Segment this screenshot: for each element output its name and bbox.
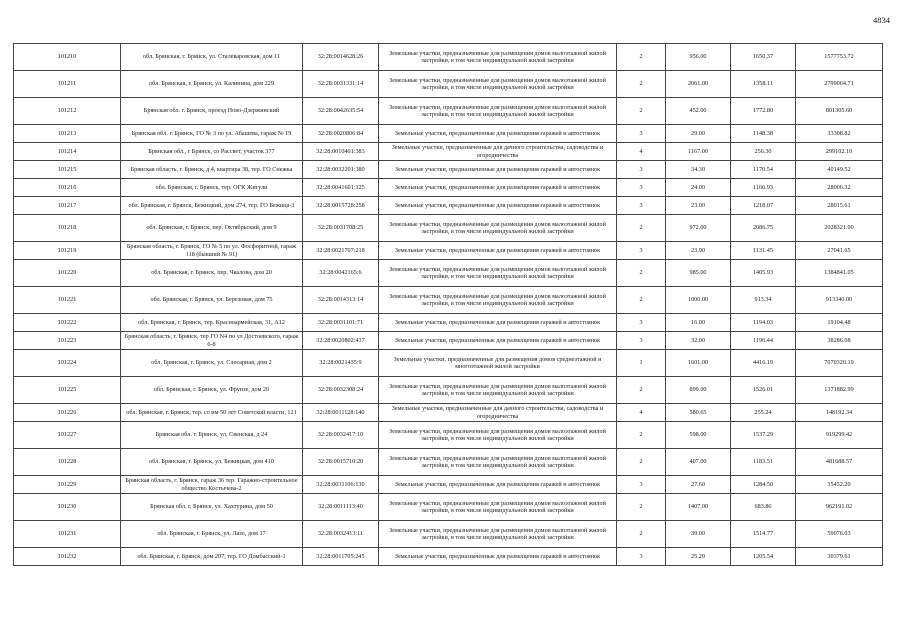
land-use-cell: Земельные участки, предназначенные для дачного строительства, садоводства и огородничества (379, 143, 617, 161)
address-cell: обл. Брянская, г. Брянск, ул. Бежицкая, дом 410 (121, 449, 303, 476)
parcel-id-cell: 101223 (14, 332, 121, 350)
parcel-id-cell: 101221 (14, 287, 121, 314)
table-row (14, 125, 883, 143)
cadastral-number-cell: 32:28:0021435:9 (303, 350, 379, 377)
land-use-cell: Земельные участки, предназначенные для размещения домов малоэтажной жилой застройки, в том числе индивидуальной жилой застройки (379, 71, 617, 98)
parcel-id-cell: 101225 (14, 377, 121, 404)
registry-body (14, 44, 883, 566)
cadastral-number-cell: 32:28:0020806:84 (303, 125, 379, 143)
land-use-cell: Земельные участки, предназначенные для размещения гаражей и автостоянок (379, 161, 617, 179)
cadastral-value-cell: 28006.32 (796, 179, 883, 197)
cadastral-value-cell: 38286.08 (796, 332, 883, 350)
price-per-m2-cell: 1284.50 (731, 476, 796, 494)
price-per-m2-cell: 1218.07 (731, 197, 796, 215)
table-row (14, 161, 883, 179)
cadastral-number-cell: 32:28:0032308:24 (303, 377, 379, 404)
parcel-id-cell: 101211 (14, 71, 121, 98)
table-row (14, 98, 883, 125)
land-use-cell: Земельные участки, предназначенные для размещения домов малоэтажной жилой застройки, в том числе индивидуальной жилой застройки (379, 521, 617, 548)
table-row (14, 350, 883, 377)
area-cell: 580.65 (666, 404, 731, 422)
address-cell: обл. Брянская, г. Брянск, пер. Чкалова, дом 20 (121, 260, 303, 287)
group-code-cell: 4 (617, 143, 666, 161)
area-cell: 34.30 (666, 161, 731, 179)
cadastral-value-cell: 1384841.05 (796, 260, 883, 287)
cadastral-value-cell: 962191.02 (796, 494, 883, 521)
parcel-id-cell: 101213 (14, 125, 121, 143)
cadastral-value-cell: 19104.48 (796, 314, 883, 332)
address-cell: обл. Брянская, г. Брянск, ул. Фрунзе, дом 20 (121, 377, 303, 404)
cadastral-number-cell: 32:28:0021707:218 (303, 242, 379, 260)
table-row (14, 314, 883, 332)
price-per-m2-cell: 1131.45 (731, 242, 796, 260)
land-use-cell: Земельные участки, предназначенные для размещения домов малоэтажной жилой застройки, в том числе индивидуальной жилой застройки (379, 449, 617, 476)
table-row (14, 476, 883, 494)
price-per-m2-cell: 1148.38 (731, 125, 796, 143)
group-code-cell: 3 (617, 197, 666, 215)
address-cell: обл. Брянская, г. Брянск, ул. Сталеваровская, дом 11 (121, 44, 303, 71)
group-code-cell: 2 (617, 521, 666, 548)
land-use-cell: Земельные участки, предназначенные для размещения гаражей и автостоянок (379, 179, 617, 197)
group-code-cell: 2 (617, 71, 666, 98)
group-code-cell: 4 (617, 404, 666, 422)
price-per-m2-cell: 1650.37 (731, 44, 796, 71)
cadastral-value-cell: 919299.42 (796, 422, 883, 449)
cadastral-number-cell: 32:28:0015728:258 (303, 197, 379, 215)
group-code-cell: 3 (617, 332, 666, 350)
parcel-id-cell: 101217 (14, 197, 121, 215)
area-cell: 972.00 (666, 215, 731, 242)
price-per-m2-cell: 1166.93 (731, 179, 796, 197)
cadastral-number-cell: 32:28:0041601:125 (303, 179, 379, 197)
land-use-cell: Земельные участки, предназначенные для размещения домов малоэтажной жилой застройки, в том числе индивидуальной жилой застройки (379, 287, 617, 314)
address-cell: обл. Брянская, г. Брянск, тер. Красноармейская, 31, А12 (121, 314, 303, 332)
address-cell: Брянская область, г. Брянск, гараж 36 тер. Гаражно-строительное общество Костычева-2 (121, 476, 303, 494)
table-row (14, 197, 883, 215)
cadastral-number-cell: 32:28:0015710:20 (303, 449, 379, 476)
area-cell: 407.00 (666, 449, 731, 476)
cadastral-value-cell: 30379.61 (796, 548, 883, 566)
address-cell: Брянская обл. г. Брянск, проезд Ново-Дзержинский (121, 98, 303, 125)
price-per-m2-cell: 1205.54 (731, 548, 796, 566)
table-row (14, 404, 883, 422)
cadastral-value-cell: 7070320.19 (796, 350, 883, 377)
cadastral-number-cell: 32:28:0031101:71 (303, 314, 379, 332)
price-per-m2-cell: 256.30 (731, 143, 796, 161)
area-cell: 2061.00 (666, 71, 731, 98)
cadastral-value-cell: 59076.03 (796, 521, 883, 548)
area-cell: 16.00 (666, 314, 731, 332)
address-cell: Брянская обл. г. Брянск, ул. Хахтурина, дом 50 (121, 494, 303, 521)
cadastral-number-cell: 32:28:0010401:383 (303, 143, 379, 161)
parcel-id-cell: 101226 (14, 404, 121, 422)
cadastral-value-cell: 913340.00 (796, 287, 883, 314)
address-cell: Брянская область, г. Брянск, д 4, квартира 38, тер. ГО Снежка (121, 161, 303, 179)
area-cell: 956.00 (666, 44, 731, 71)
parcel-id-cell: 101222 (14, 314, 121, 332)
table-row (14, 332, 883, 350)
price-per-m2-cell: 1183.51 (731, 449, 796, 476)
table-row (14, 521, 883, 548)
land-use-cell: Земельные участки, предназначенные для размещения домов малоэтажной жилой застройки, в том числе индивидуальной жилой застройки (379, 494, 617, 521)
parcel-id-cell: 101230 (14, 494, 121, 521)
group-code-cell: 2 (617, 215, 666, 242)
land-use-cell: Земельные участки, предназначенные для размещения домов среднеэтажной и многоэтажной жилой застройки (379, 350, 617, 377)
area-cell: 1167.00 (666, 143, 731, 161)
table-row (14, 71, 883, 98)
table-row (14, 494, 883, 521)
area-cell: 24.00 (666, 179, 731, 197)
table-row (14, 242, 883, 260)
group-code-cell: 2 (617, 494, 666, 521)
parcel-id-cell: 101219 (14, 242, 121, 260)
parcel-id-cell: 101229 (14, 476, 121, 494)
parcel-id-cell: 101228 (14, 449, 121, 476)
area-cell: 29.00 (666, 125, 731, 143)
price-per-m2-cell: 683.86 (731, 494, 796, 521)
cadastral-value-cell: 1371882.99 (796, 377, 883, 404)
price-per-m2-cell: 913.34 (731, 287, 796, 314)
cadastral-number-cell: 32:28:0031331:14 (303, 71, 379, 98)
land-use-cell: Земельные участки, предназначенные для размещения гаражей и автостоянок (379, 332, 617, 350)
price-per-m2-cell: 1196.44 (731, 332, 796, 350)
cadastral-value-cell: 1577753.72 (796, 44, 883, 71)
land-use-cell: Земельные участки, предназначенные для размещения домов малоэтажной жилой застройки, в том числе индивидуальной жилой застройки (379, 44, 617, 71)
land-use-cell: Земельные участки, предназначенные для размещения домов малоэтажной жилой застройки, в том числе индивидуальной жилой застройки (379, 377, 617, 404)
group-code-cell: 2 (617, 377, 666, 404)
cadastral-number-cell: 32:28:0032417:10 (303, 422, 379, 449)
address-cell: обл. Брянская, г. Брянск, ул. Слесарная, дом 2 (121, 350, 303, 377)
address-cell: обл. Брянская, г. Брянск, тер. ОГК Жигули (121, 179, 303, 197)
parcel-id-cell: 101232 (14, 548, 121, 566)
area-cell: 985.00 (666, 260, 731, 287)
cadastral-value-cell: 299102.10 (796, 143, 883, 161)
cadastral-number-cell: 32:28:0011128:140 (303, 404, 379, 422)
price-per-m2-cell: 1170.54 (731, 161, 796, 179)
cadastral-number-cell: 32:28:0011113:40 (303, 494, 379, 521)
area-cell: 23.00 (666, 197, 731, 215)
table-row (14, 287, 883, 314)
price-per-m2-cell: 4416.19 (731, 350, 796, 377)
address-cell: обл. Брянская, г. Брянск, пер. Октябрьский, дом 9 (121, 215, 303, 242)
price-per-m2-cell: 1537.29 (731, 422, 796, 449)
page-number: 4834 (873, 15, 890, 25)
area-cell: 598.00 (666, 422, 731, 449)
address-cell: обл. Брянская, г. Брянск, ул. Калинина, дом 229 (121, 71, 303, 98)
land-use-cell: Земельные участки, предназначенные для размещения домов малоэтажной жилой застройки, в том числе индивидуальной жилой застройки (379, 98, 617, 125)
area-cell: 39.00 (666, 521, 731, 548)
area-cell: 25.20 (666, 548, 731, 566)
land-use-cell: Земельные участки, предназначенные для размещения гаражей и автостоянок (379, 476, 617, 494)
land-registry-table (13, 43, 883, 566)
cadastral-value-cell: 2799064.71 (796, 71, 883, 98)
table-row (14, 260, 883, 287)
price-per-m2-cell: 1405.93 (731, 260, 796, 287)
cadastral-value-cell: 33308.82 (796, 125, 883, 143)
table-row (14, 44, 883, 71)
address-cell: Брянская обл. г. Брянск, ГО № 3 по ул. Абашева, гараж № 19 (121, 125, 303, 143)
price-per-m2-cell: 1194.03 (731, 314, 796, 332)
cadastral-value-cell: 40149.52 (796, 161, 883, 179)
parcel-id-cell: 101215 (14, 161, 121, 179)
cadastral-value-cell: 148192.34 (796, 404, 883, 422)
cadastral-value-cell: 35452.20 (796, 476, 883, 494)
cadastral-number-cell: 32:28:0014313:14 (303, 287, 379, 314)
parcel-id-cell: 101214 (14, 143, 121, 161)
cadastral-number-cell: 32:28:0014628:26 (303, 44, 379, 71)
group-code-cell: 2 (617, 422, 666, 449)
area-cell: 27.60 (666, 476, 731, 494)
area-cell: 1601.00 (666, 350, 731, 377)
parcel-id-cell: 101210 (14, 44, 121, 71)
group-code-cell: 2 (617, 260, 666, 287)
cadastral-number-cell: 32:28:0011705:245 (303, 548, 379, 566)
cadastral-value-cell: 2028321.00 (796, 215, 883, 242)
address-cell: обл. Брянская, г. Брянск, тер. со им 50 лет Советской власти, 121 (121, 404, 303, 422)
price-per-m2-cell: 1514.77 (731, 521, 796, 548)
price-per-m2-cell: 2086.75 (731, 215, 796, 242)
land-use-cell: Земельные участки, предназначенные для размещения домов малоэтажной жилой застройки, в том числе индивидуальной жилой застройки (379, 260, 617, 287)
group-code-cell: 3 (617, 161, 666, 179)
cadastral-value-cell: 801305.60 (796, 98, 883, 125)
table-row (14, 548, 883, 566)
table-row (14, 215, 883, 242)
address-cell: обл. Брянская, г. Брянск, дом 207, тер. ГО Домбасский-1 (121, 548, 303, 566)
area-cell: 452.00 (666, 98, 731, 125)
group-code-cell: 2 (617, 98, 666, 125)
land-use-cell: Земельные участки, предназначенные для размещения гаражей и автостоянок (379, 197, 617, 215)
land-use-cell: Земельные участки, предназначенные для размещения домов малоэтажной жилой застройки, в том числе индивидуальной жилой застройки (379, 422, 617, 449)
price-per-m2-cell: 1526.01 (731, 377, 796, 404)
area-cell: 899.00 (666, 377, 731, 404)
land-use-cell: Земельные участки, предназначенные для дачного строительства, садоводства и огородничества (379, 404, 617, 422)
table-row (14, 422, 883, 449)
land-use-cell: Земельные участки, предназначенные для размещения гаражей и автостоянок (379, 314, 617, 332)
land-use-cell: Земельные участки, предназначенные для размещения гаражей и автостоянок (379, 125, 617, 143)
area-cell: 23.90 (666, 242, 731, 260)
area-cell: 1000.00 (666, 287, 731, 314)
cadastral-number-cell: 32:28:0020802:437 (303, 332, 379, 350)
price-per-m2-cell: 1358.11 (731, 71, 796, 98)
address-cell: Брянская обл., г Брянск, со Рассвет, участок 377 (121, 143, 303, 161)
group-code-cell: 1 (617, 350, 666, 377)
address-cell: обл. Брянская, г. Брянск, ул. Березовая, дом 75 (121, 287, 303, 314)
group-code-cell: 3 (617, 548, 666, 566)
group-code-cell: 2 (617, 449, 666, 476)
address-cell: обл. Брянская, г. Брянск, Бежицкий, дом 274, тер. ГО Бежица-3 (121, 197, 303, 215)
table-row (14, 449, 883, 476)
group-code-cell: 3 (617, 179, 666, 197)
address-cell: Брянская область, г. Брянск, тер ГО N4 по ул Достоевского, гараж 6-8 (121, 332, 303, 350)
table-row (14, 143, 883, 161)
table-row (14, 179, 883, 197)
parcel-id-cell: 101227 (14, 422, 121, 449)
group-code-cell: 3 (617, 242, 666, 260)
price-per-m2-cell: 1772.80 (731, 98, 796, 125)
parcel-id-cell: 101220 (14, 260, 121, 287)
area-cell: 1407.00 (666, 494, 731, 521)
land-use-cell: Земельные участки, предназначенные для размещения гаражей и автостоянок (379, 548, 617, 566)
parcel-id-cell: 101231 (14, 521, 121, 548)
cadastral-number-cell: 32:28:0032201:380 (303, 161, 379, 179)
cadastral-number-cell: 32:28:0042635:54 (303, 98, 379, 125)
group-code-cell: 2 (617, 287, 666, 314)
cadastral-number-cell: 32:28:0031708:25 (303, 215, 379, 242)
group-code-cell: 2 (617, 44, 666, 71)
parcel-id-cell: 101224 (14, 350, 121, 377)
table-row (14, 377, 883, 404)
cadastral-number-cell: 32:28:0031106:130 (303, 476, 379, 494)
parcel-id-cell: 101218 (14, 215, 121, 242)
cadastral-number-cell: 32:28:0032413:11 (303, 521, 379, 548)
cadastral-number-cell: 32:28:0042165:6 (303, 260, 379, 287)
price-per-m2-cell: 255.24 (731, 404, 796, 422)
cadastral-value-cell: 28015.61 (796, 197, 883, 215)
address-cell: Брянская обл. г. Брянск, ул. Свенская, д 24 (121, 422, 303, 449)
parcel-id-cell: 101216 (14, 179, 121, 197)
address-cell: Брянская область, г. Брянск, ГО № 5 по ул. Фосфоритной, гараж 118 (бывший № 91) (121, 242, 303, 260)
group-code-cell: 3 (617, 125, 666, 143)
group-code-cell: 3 (617, 476, 666, 494)
group-code-cell: 3 (617, 314, 666, 332)
land-use-cell: Земельные участки, предназначенные для размещения гаражей и автостоянок (379, 242, 617, 260)
land-use-cell: Земельные участки, предназначенные для размещения домов малоэтажной жилой застройки, в том числе индивидуальной жилой застройки (379, 215, 617, 242)
cadastral-value-cell: 27041.65 (796, 242, 883, 260)
cadastral-value-cell: 481688.57 (796, 449, 883, 476)
area-cell: 32.00 (666, 332, 731, 350)
parcel-id-cell: 101212 (14, 98, 121, 125)
address-cell: обл. Брянская, г. Брянск, ул. Лазо, дом 17 (121, 521, 303, 548)
